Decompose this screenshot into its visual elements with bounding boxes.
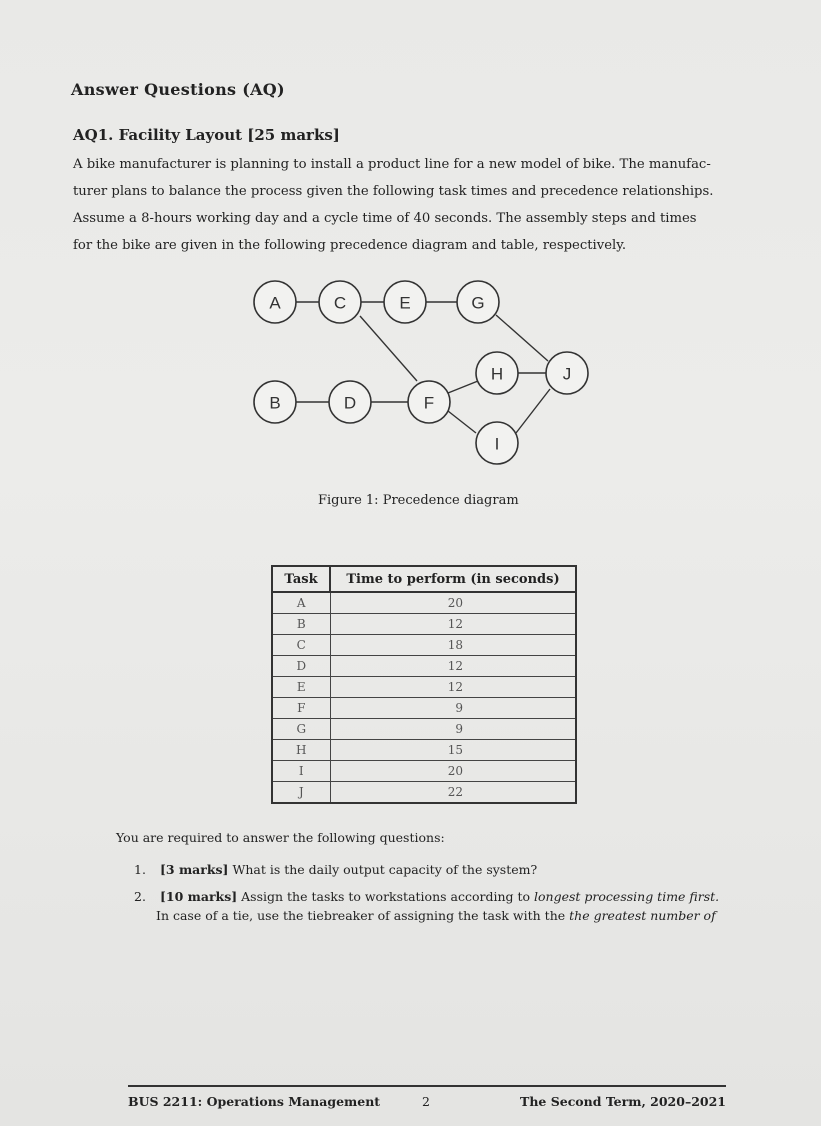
question-item bbox=[134, 862, 719, 877]
time-cell: 20 bbox=[330, 592, 576, 614]
time-cell: 12 bbox=[330, 614, 576, 635]
time-cell: 12 bbox=[330, 656, 576, 677]
question-title: AQ1. Facility Layout [25 marks] bbox=[73, 126, 340, 144]
node-j-label: J bbox=[562, 364, 572, 384]
footer-page-number: 2 bbox=[422, 1094, 430, 1109]
time-cell: 15 bbox=[330, 740, 576, 761]
task-cell: I bbox=[272, 761, 330, 782]
table-header-row bbox=[272, 566, 576, 592]
table-row bbox=[272, 740, 576, 761]
figure-caption: Figure 1: Precedence diagram bbox=[318, 493, 519, 508]
footer-rule bbox=[128, 1085, 726, 1087]
question-intro bbox=[73, 151, 765, 259]
task-cell: J bbox=[272, 782, 330, 804]
table-row bbox=[272, 677, 576, 698]
time-cell: 9 bbox=[330, 719, 576, 740]
precedence-diagram bbox=[240, 265, 600, 480]
question-emphasis: the greatest number of bbox=[569, 908, 716, 923]
time-cell: 20 bbox=[330, 761, 576, 782]
section-title: Answer Questions (AQ) bbox=[71, 80, 285, 99]
task-time-table bbox=[271, 565, 577, 804]
time-cell: 22 bbox=[330, 782, 576, 804]
question-number: 1. bbox=[134, 862, 146, 877]
question-marks: [3 marks] bbox=[159, 862, 229, 877]
node-h-label: H bbox=[490, 364, 504, 384]
task-cell: G bbox=[272, 719, 330, 740]
question-emphasis: longest processing time first. bbox=[534, 889, 720, 904]
intro-line: turer plans to balance the process given the following task times and precedence relationships. bbox=[73, 184, 714, 199]
task-cell: D bbox=[272, 656, 330, 677]
node-d-label: D bbox=[343, 393, 357, 413]
node-a-label: A bbox=[269, 293, 281, 313]
task-cell: B bbox=[272, 614, 330, 635]
task-cell: F bbox=[272, 698, 330, 719]
time-cell: 9 bbox=[330, 698, 576, 719]
time-cell: 18 bbox=[330, 635, 576, 656]
node-i-label: I bbox=[494, 434, 500, 454]
column-header-task: Task bbox=[272, 566, 330, 592]
task-cell: H bbox=[272, 740, 330, 761]
table-row bbox=[272, 614, 576, 635]
table-row bbox=[272, 761, 576, 782]
edge-f-h bbox=[448, 381, 478, 393]
table-row bbox=[272, 592, 576, 614]
node-c-label: C bbox=[333, 293, 347, 313]
time-cell: 12 bbox=[330, 677, 576, 698]
instructions-text: You are required to answer the following questions: bbox=[116, 830, 445, 845]
intro-line: for the bike are given in the following precedence diagram and table, respectively. bbox=[73, 238, 627, 253]
task-cell: A bbox=[272, 592, 330, 614]
edge-c-f bbox=[360, 316, 417, 381]
question-text: What is the daily output capacity of the system? bbox=[232, 862, 538, 877]
question-text: In case of a tie, use the tiebreaker of assigning the task with the bbox=[156, 908, 566, 923]
question-marks: [10 marks] bbox=[159, 889, 238, 904]
table-row bbox=[272, 719, 576, 740]
column-header-time: Time to perform (in seconds) bbox=[330, 566, 576, 592]
table-row bbox=[272, 635, 576, 656]
edge-f-i bbox=[448, 411, 476, 433]
table-row bbox=[272, 698, 576, 719]
question-continuation bbox=[156, 908, 719, 923]
node-f-label: F bbox=[423, 393, 435, 413]
footer-term: The Second Term, 2020–2021 bbox=[520, 1094, 726, 1109]
footer-course: BUS 2211: Operations Management bbox=[128, 1094, 381, 1109]
question-number: 2. bbox=[134, 889, 146, 904]
question-list bbox=[134, 862, 719, 935]
node-g-label: G bbox=[471, 293, 485, 313]
task-cell: E bbox=[272, 677, 330, 698]
table-row bbox=[272, 782, 576, 804]
node-e-label: E bbox=[399, 293, 411, 313]
intro-line: Assume a 8-hours working day and a cycle time of 40 seconds. The assembly steps and times bbox=[73, 211, 697, 226]
node-b-label: B bbox=[269, 393, 281, 413]
edge-i-j bbox=[516, 389, 550, 433]
question-item bbox=[134, 889, 719, 923]
table-row bbox=[272, 656, 576, 677]
intro-line: A bike manufacturer is planning to install a product line for a new model of bike. The manufac- bbox=[73, 157, 711, 172]
task-cell: C bbox=[272, 635, 330, 656]
question-text: Assign the tasks to workstations according to bbox=[241, 889, 531, 904]
